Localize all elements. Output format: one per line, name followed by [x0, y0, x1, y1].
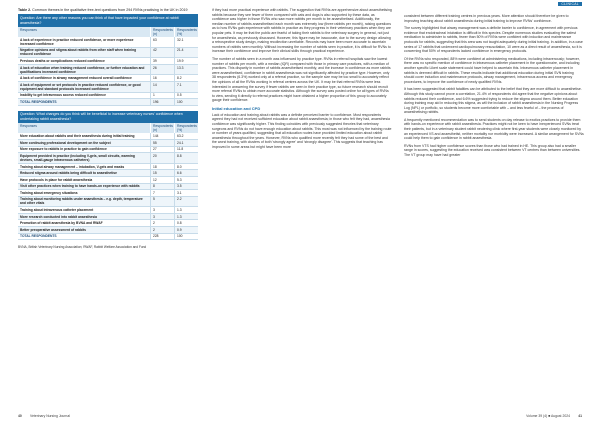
- row-response: More education about rabbits and their anaesthesia during initial training: [20, 134, 135, 139]
- table-row: [18, 207, 198, 214]
- table-footnote: BVNA, British Veterinary Nursing Association; RWAF, Rabbit Welfare Association and Fund: [18, 245, 147, 250]
- table-row: [18, 220, 198, 227]
- header-respondents-pct: Respondents (%): [174, 27, 198, 37]
- paragraph: RVNs from VTS had higher confidence scores than those who had trained in HE. This group also had a smaller range in scores, suggesting the education received was consistent between VT centres than between universities. The VT group may have had greater: [404, 143, 581, 158]
- row-response: A lack of confidence in airway management reduced overall confidence: [20, 76, 132, 81]
- row-count: 16: [150, 75, 174, 81]
- section-badge: CLINICAL: [558, 2, 582, 6]
- row-percent: 7.1: [174, 82, 198, 92]
- row-percent: 6.6: [174, 170, 198, 176]
- page-number-left: 40: [18, 414, 22, 418]
- row-response: A lack of experience in practice reduced confidence, or more experience increased confidence: [20, 37, 134, 46]
- row-response: Training about monitoring rabbits under anaesthesia – e.g. depth, temperature and other vitals: [20, 197, 143, 206]
- paragraph: The number of rabbits seen in a month was influenced by practice type. RVNs in referral hospitals saw the lowest number of rabbits per month, with a median (IQR) compared with those in primary care practices, with a median of practices. This disparity in number of rabbits anaesthetised monthly, and the increase in confidence as more rabbits were anaesthetised, confidence in rabbit anaesthesia was not significantly affected by practice type. However, only 38 respondents (6.3%) worked only at a referral practice, so the sample size may be too small to accurately reflect the opinions of all the RVNs working in referral centres across the UK. It may be that referral RVNs were less interested in answering the survey if fewer rabbits are seen in their practice type, so future research should recruit more referral RVNs to obtain more accurate statistics. Although the survey was posted online for all types of RVNs to view, sending it directly to referral practices might have obtained a higher proportion of this group to accurately gauge their confidence.: [212, 56, 391, 103]
- row-percent: 0.5: [174, 93, 198, 99]
- row-response: Equipment provided in practice (including V-gels, small circuits, warming devices, small-gauge intravenous catheters): [20, 153, 135, 162]
- row-count: 144: [150, 133, 174, 139]
- table-column: [18, 8, 198, 249]
- row-response: Training about intravenous catheter placement: [20, 208, 94, 213]
- header-responses: Responses: [20, 123, 37, 128]
- row-percent: 13.3: [174, 65, 198, 75]
- paragraph: The survey highlighted that airway management was a definite barrier to confidence, in agreement with previous evidence that endotracheal intubation is difficult in this species. Despite numerous studies evaluating the safest medication to administer to rabbits, fewer than 50% of RVNs were confident with induction and maintenance protocols for rabbits, suggesting that this area was not taught adequately during initial training. In addition, in a case series of 17 rabbits that underwent cardiopulmonary resuscitation, 10 were as a direct result of anaesthesia, so it is concerning that 50% of respondents lacked confidence in emergency protocols.: [404, 26, 583, 54]
- table-q1-question: Question: Are there any other reasons you can think of that have impacted your confidence at rabbit anaesthesia?: [18, 14, 198, 26]
- table-caption-label: Table 2.: [18, 8, 32, 12]
- table-row: [18, 99, 198, 106]
- row-response: TOTAL RESPONDENTS: [20, 99, 57, 104]
- paragraph: Of the RVNs who responded, 88% were confident at administering medications, including intravenously; however, there was no specific mention of confidence in intravenous catheter placement in the questionnaire, and including another specific Likert scale statement could have helped to ascertain this. Intravenous catheter placement in rabbits is deemed difficult in rabbits. These results indicate that additional education during initial SVN training should cover induction and maintenance protocols, airway management, intravenous access and emergency procedures, to improve the confidence of newly qualified RVNs.: [404, 56, 580, 84]
- row-percent: 100: [174, 99, 198, 105]
- row-count: 39: [150, 58, 174, 64]
- table-caption: [18, 8, 198, 12]
- paragraph: consistent between different training centres in previous years. More attention should therefore be given to improving teaching about rabbit anaesthesia during initial training to improve RVNs' confidence.: [404, 14, 569, 23]
- table-row: [18, 147, 198, 154]
- paragraph: A frequently mentioned recommendation was to send students on day release to exotics practices to provide them with hands-on experience with rabbit anaesthesia. Practices might not be keen to have inexperienced SVNs treat their patients, but in a veterinary student rabbit neutering clinic where first-year students were closely monitored by an experienced VS and anaesthetist, neither mortality nor morbidity were increased. A similar arrangement for SVNs could help them to gain confidence in rabbit anaesthesia.: [404, 117, 584, 141]
- row-response: More exposure to rabbits in practice to gain confidence: [20, 147, 107, 152]
- header-respondents-n: Respondents (n): [150, 27, 174, 37]
- header-responses: Responses: [20, 27, 37, 32]
- row-response: Training about airway management – intubation, V-gels and masks: [20, 164, 125, 169]
- row-response: More continuing professional development on the subject: [20, 140, 111, 145]
- row-response: Inability to get intravenous access reduced confidence: [20, 93, 106, 98]
- row-count: 27: [150, 147, 174, 153]
- row-response: Reduced stigma around rabbits being difficult to anaesthetise: [20, 171, 117, 176]
- row-response: TOTAL RESPONDENTS: [20, 234, 57, 239]
- table-caption-text: Common themes in the qualitative free-text questions from 294 RVNs practising in the UK in 2019: [32, 8, 188, 12]
- body-text-middle: [212, 8, 392, 153]
- row-response: Better preoperative assessment of rabbits: [20, 227, 86, 232]
- row-percent: 1.3: [174, 207, 198, 213]
- row-percent: 19.9: [174, 58, 198, 64]
- row-count: 12: [150, 177, 174, 183]
- row-percent: 8.8: [174, 153, 198, 163]
- row-percent: 5.3: [174, 177, 198, 183]
- table-row: [18, 82, 198, 93]
- row-percent: 24.1: [174, 140, 198, 146]
- row-response: More research conducted into rabbit anaesthesia: [20, 214, 97, 219]
- table-row: [18, 37, 198, 48]
- table-row: [18, 197, 198, 208]
- paragraph: if they had more practical experience with rabbits. The suggestion that RVNs are apprehensive about anaesthetising rabbits because they see fewer of them compared with cats and dogs is also supported by these data, as confidence was higher in those RVNs who saw more rabbits per month to be anaesthetised. Additionally, the median number of rabbits anaesthetised each month was extremely low (three rabbits per month), raising questions as to how RVNs gain experience with rabbits in practice as they progress in their veterinary practices when they are popular pets. It may be that the public are fearful of taking their rabbits to the veterinary surgery in general, not just for anaesthesia, as previously discussed. However, this figure may be inaccurate, due to the survey design allowing a retrospective study design, making recollection unreliable. Records may have been more accurate to ascertain numbers of rabbits seen monthly. Without increasing the number of rabbits seen in practice, it is difficult for RVNs to increase their confidence and improve their clinical skills through practical experience.: [212, 8, 392, 54]
- table-row: [18, 164, 198, 171]
- row-percent: 100: [174, 234, 198, 240]
- table-q2-question: Question: What changes do you think will be beneficial to increase veterinary nurses' confidence when undertaking rabbit anaesthesia?: [18, 111, 198, 123]
- row-count: 26: [150, 65, 174, 75]
- page-number-right: 41: [578, 414, 582, 418]
- table-q2: [18, 111, 198, 241]
- row-count: 20: [150, 153, 174, 163]
- table-row: [18, 214, 198, 221]
- row-response: Visit other practices when training to have hands-on experience with rabbits: [20, 184, 140, 189]
- table-row: [18, 184, 198, 191]
- table-row: [18, 227, 198, 234]
- row-count: 8: [150, 184, 174, 190]
- header-respondents-pct: Respondents (%): [174, 123, 198, 133]
- table-row: [18, 177, 198, 184]
- row-percent: 3.1: [174, 190, 198, 196]
- row-response: Negative opinions and stigma about rabbits from other staff when training reduced confidence: [20, 48, 137, 57]
- header-respondents-n: Respondents (n): [150, 123, 174, 133]
- row-percent: 11.8: [174, 147, 198, 153]
- table-row: [18, 133, 198, 140]
- row-response: Promotion of rabbit anaesthesia by BVNA and RWAF: [20, 221, 103, 226]
- table-row: [18, 65, 198, 76]
- page-footer: [18, 413, 582, 419]
- table-q2-header: [18, 123, 198, 133]
- row-count: 196: [150, 99, 174, 105]
- row-percent: 8.2: [174, 75, 198, 81]
- row-response: Previous deaths or complications reduced confidence: [20, 58, 105, 63]
- table-q2-body: [18, 133, 198, 240]
- table-row: [18, 190, 198, 197]
- row-percent: 21.4: [174, 48, 198, 58]
- row-percent: 63.2: [174, 133, 198, 139]
- row-percent: 3.5: [174, 184, 198, 190]
- row-count: 2: [150, 220, 174, 226]
- row-percent: 32.1: [174, 37, 198, 47]
- table-row: [18, 170, 198, 177]
- row-percent: 8.0: [174, 164, 198, 170]
- row-response: Training about emergency situations: [20, 190, 78, 195]
- row-count: 14: [150, 82, 174, 92]
- row-count: 3: [150, 214, 174, 220]
- paragraph: Lack of education and training about rabbits was a definite perceived barrier to confidence. Most respondents agreed they had not received sufficient education about rabbit anaesthesia; in those who felt they had, anaesthesia confidence was significantly higher. This finding coincides with previously suggested theories that veterinary surgeons and RVNs do not have enough education about rabbits. This most was not influenced by the training route or number of years qualified, suggesting that all education routes have provided limited education about rabbit anaesthesia throughout the years. However, RVNs who qualified more recently felt they had some of the best and the worst training, with clusters of both 'strongly agree' and 'strongly disagree'. This suggests that teaching has improved in some areas but might have been more: [212, 112, 392, 150]
- table-q1: [18, 14, 198, 105]
- row-count: 1: [150, 93, 174, 99]
- body-text-right: [404, 14, 584, 161]
- row-count: 5: [150, 197, 174, 207]
- row-percent: 2.2: [174, 197, 198, 207]
- paragraph: It has been suggested that rabbit fatalities can be attributed to the belief that they are more difficult to anaesthetise. Although this study cannot prove a correlation, 21.4% of respondents did agree that the negative opinions about rabbits reduced their confidence, and 6.6% suggested trying to reduce the stigma around them. Better education during training may aid in reducing this stigma, as will the inclusion of rabbit anaesthesia in the Nursing Progress Log (NPL) or portfolio, so students become more comfortable with – and less fearful of – the process of anaesthetising rabbits.: [404, 87, 582, 115]
- row-count: 2: [150, 227, 174, 233]
- row-count: 15: [150, 170, 174, 176]
- table-row: [18, 58, 198, 65]
- row-response: Have protocols in place for rabbit anaesthesia: [20, 177, 93, 182]
- issue-info: Volume 39 (4) ■ August 2024: [526, 414, 570, 418]
- row-count: 228: [150, 234, 174, 240]
- row-response: A lack of equipment or set protocols in practice reduced confidence, or good equipment and standard protocols increased confidence: [20, 82, 141, 91]
- table-row: [18, 234, 198, 241]
- row-percent: 1.3: [174, 214, 198, 220]
- table-row: [18, 153, 198, 164]
- row-count: 63: [150, 37, 174, 47]
- journal-title: Veterinary Nursing Journal: [30, 414, 70, 418]
- row-count: 3: [150, 207, 174, 213]
- table-q1-body: [18, 37, 198, 106]
- table-row: [18, 140, 198, 147]
- row-response: A lack of education when training reduced confidence, or further education and qualifications increased confidence: [20, 65, 145, 74]
- table-row: [18, 48, 198, 59]
- table-q1-header: [18, 27, 198, 37]
- table-row: [18, 93, 198, 100]
- row-percent: 0.9: [174, 227, 198, 233]
- row-count: 55: [150, 140, 174, 146]
- table-row: [18, 75, 198, 82]
- section-heading: Initial education and CPD: [212, 105, 261, 111]
- row-count: 7: [150, 190, 174, 196]
- row-percent: 0.8: [174, 220, 198, 226]
- row-count: 42: [150, 48, 174, 58]
- row-count: 18: [150, 164, 174, 170]
